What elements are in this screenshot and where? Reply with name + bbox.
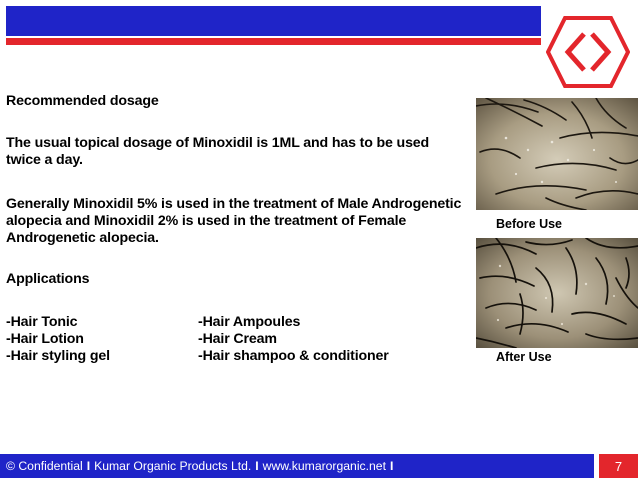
list-item: -Hair Cream: [198, 331, 277, 347]
footer-separator: I: [86, 459, 91, 473]
website-link[interactable]: www.kumarorganic.net: [262, 459, 386, 473]
copyright-text: © Confidential: [6, 459, 83, 473]
page-number: 7: [599, 454, 638, 478]
before-use-caption: Before Use: [496, 217, 562, 231]
list-item: -Hair styling gel: [6, 348, 110, 364]
list-item: -Hair shampoo & conditioner: [198, 348, 389, 364]
footer-separator: I: [389, 459, 394, 473]
list-item: -Hair Ampoules: [198, 314, 301, 330]
after-use-photo: [476, 238, 638, 348]
dosage-heading: Recommended dosage: [6, 93, 159, 109]
footer-bar: [0, 454, 594, 478]
list-item: -Hair Lotion: [6, 331, 84, 347]
header-accent-stripe: [6, 38, 541, 45]
kumar-organic-logo-icon: [546, 14, 630, 90]
header-bar: [6, 6, 541, 36]
list-item: -Hair Tonic: [6, 314, 78, 330]
dosage-paragraph: The usual topical dosage of Minoxidil is 1ML and has to be used twice a day.: [6, 135, 430, 168]
applications-heading: Applications: [6, 271, 90, 287]
footer-separator: I: [255, 459, 259, 473]
after-use-caption: After Use: [496, 350, 552, 364]
before-use-photo: [476, 98, 638, 210]
applications-list-left: [6, 314, 110, 365]
minoxidil-usage-paragraph: Generally Minoxidil 5% is used in the treatment of Male Androgenetic alopecia and Minoxidil 2% is used in the treatment of Female Androgenetic alopecia.: [6, 196, 462, 246]
company-name: Kumar Organic Products Ltd.: [94, 459, 252, 473]
applications-list-right: [198, 314, 389, 365]
